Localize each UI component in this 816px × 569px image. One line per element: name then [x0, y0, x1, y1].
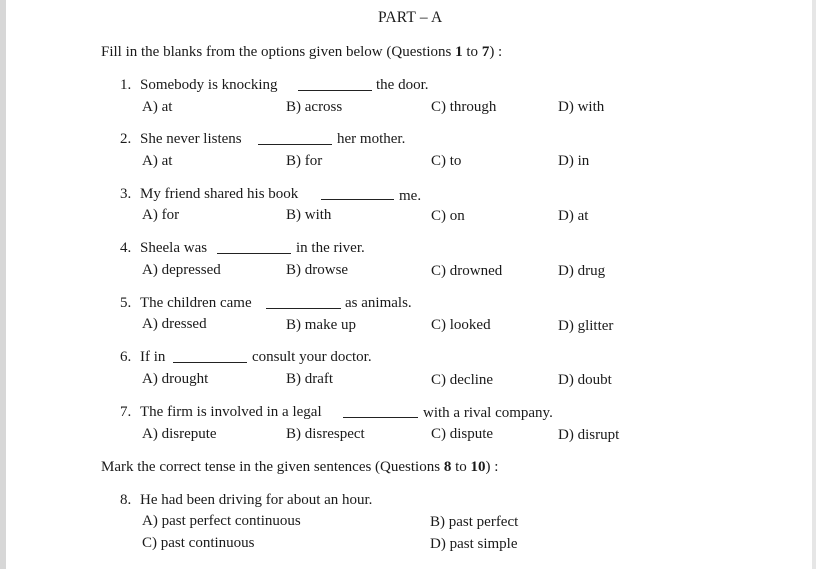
question-5-text: The children came — [140, 295, 252, 311]
question-4-option-c[interactable]: C) drowned — [431, 263, 503, 279]
question-1-text-after: the door. — [376, 77, 429, 93]
question-2-option-c[interactable]: C) to — [431, 153, 462, 169]
question-5-blank[interactable] — [266, 308, 341, 309]
question-8-option-c[interactable]: C) past continuous — [142, 535, 255, 551]
question-5-option-c[interactable]: C) looked — [431, 317, 491, 333]
question-3-option-b[interactable]: B) with — [286, 207, 332, 223]
instruction-tense: Mark the correct tense in the given sentences (Questions 8 to 10) : — [101, 459, 499, 475]
question-5-option-d[interactable]: D) glitter — [558, 318, 614, 334]
question-2-number: 2. — [120, 131, 132, 147]
question-6-option-b[interactable]: B) draft — [286, 371, 334, 387]
question-3-number: 3. — [120, 186, 132, 202]
question-6-text-after: consult your doctor. — [252, 349, 372, 365]
question-5-option-a[interactable]: A) dressed — [142, 316, 207, 332]
question-4-text-after: in the river. — [296, 240, 365, 256]
question-4-option-d[interactable]: D) drug — [558, 263, 606, 279]
question-6-option-a[interactable]: A) drought — [142, 371, 209, 387]
page-edge-left — [0, 0, 6, 569]
question-7-blank[interactable] — [343, 417, 418, 418]
question-2-option-d[interactable]: D) in — [558, 153, 590, 169]
question-1-option-c[interactable]: C) through — [431, 99, 497, 115]
question-7-option-a[interactable]: A) disrepute — [142, 426, 217, 442]
question-5-option-b[interactable]: B) make up — [286, 317, 356, 333]
question-6-option-d[interactable]: D) doubt — [558, 372, 612, 388]
question-3-option-a[interactable]: A) for — [142, 207, 180, 223]
instruction-fill-blanks: Fill in the blanks from the options given below (Questions 1 to 7) : — [101, 44, 503, 60]
question-4-number: 4. — [120, 240, 132, 256]
question-7-option-b[interactable]: B) disrespect — [286, 426, 365, 442]
question-8-number: 8. — [120, 492, 132, 508]
question-4-text: Sheela was — [140, 240, 208, 256]
question-6-blank[interactable] — [173, 362, 247, 363]
question-2-option-a[interactable]: A) at — [142, 153, 173, 169]
question-6-option-c[interactable]: C) decline — [431, 372, 494, 388]
question-1-text: Somebody is knocking — [140, 77, 278, 93]
question-4-option-b[interactable]: B) drowse — [286, 262, 349, 278]
question-2-option-b[interactable]: B) for — [286, 153, 323, 169]
question-1-option-d[interactable]: D) with — [558, 99, 605, 115]
question-8-text: He had been driving for about an hour. — [140, 492, 373, 508]
question-6-number: 6. — [120, 349, 132, 365]
question-2-text: She never listens — [140, 131, 242, 147]
page-edge-right — [812, 0, 816, 569]
question-1-number: 1. — [120, 77, 132, 93]
question-7-text-after: with a rival company. — [423, 405, 553, 421]
question-4-blank[interactable] — [217, 253, 291, 254]
question-7-text: The firm is involved in a legal — [140, 404, 322, 420]
question-3-text: My friend shared his book — [140, 186, 299, 202]
question-3-blank[interactable] — [321, 199, 394, 200]
question-7-option-c[interactable]: C) dispute — [431, 426, 494, 442]
question-8-option-d[interactable]: D) past simple — [430, 536, 518, 552]
question-2-blank[interactable] — [258, 144, 332, 145]
question-3-option-c[interactable]: C) on — [431, 208, 465, 224]
question-7-option-d[interactable]: D) disrupt — [558, 427, 620, 443]
question-2-text-after: her mother. — [337, 131, 406, 147]
question-6-text: If in — [140, 349, 166, 365]
question-7-number: 7. — [120, 404, 132, 420]
question-1-option-b[interactable]: B) across — [286, 99, 343, 115]
question-3-text-after: me. — [399, 188, 422, 204]
question-4-option-a[interactable]: A) depressed — [142, 262, 221, 278]
question-8-option-b[interactable]: B) past perfect — [430, 514, 519, 530]
question-1-blank[interactable] — [298, 90, 372, 91]
question-5-text-after: as animals. — [345, 295, 412, 311]
question-3-option-d[interactable]: D) at — [558, 208, 589, 224]
question-1-option-a[interactable]: A) at — [142, 99, 173, 115]
page-title: PART – A — [378, 9, 443, 26]
question-8-option-a[interactable]: A) past perfect continuous — [142, 513, 301, 529]
question-5-number: 5. — [120, 295, 132, 311]
